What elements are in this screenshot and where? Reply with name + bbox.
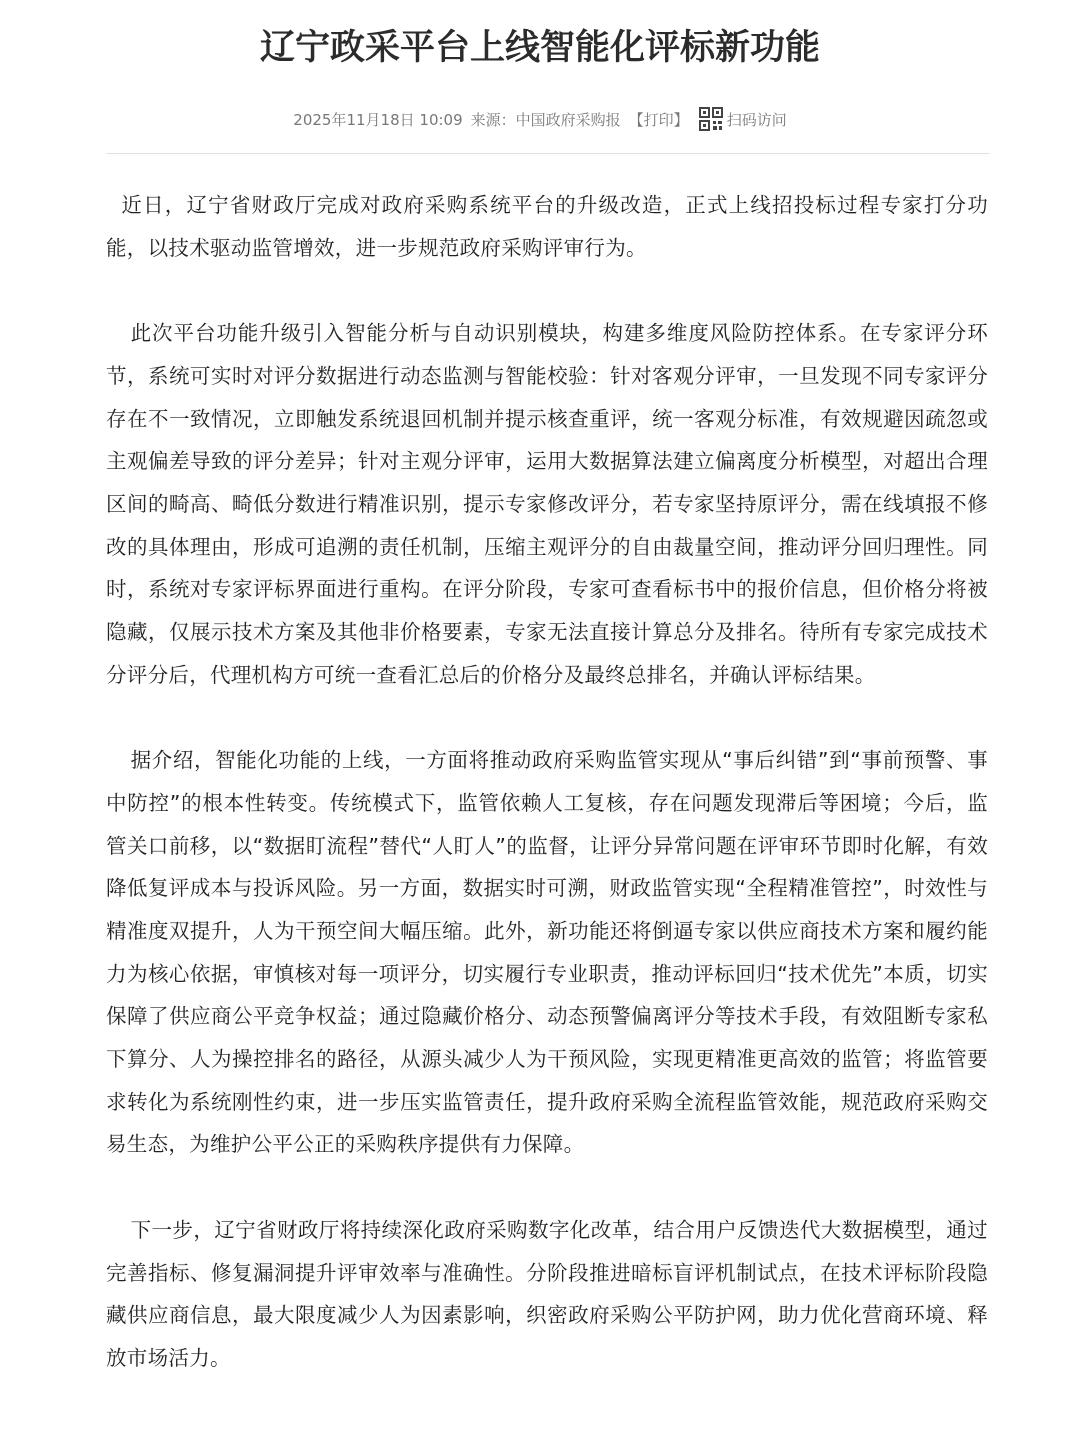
source-name: 中国政府采购报 [515, 110, 621, 129]
article-meta [0, 104, 1080, 134]
article-paragraph: 下一步，辽宁省财政厅将持续深化政府采购数字化改革，结合用户反馈迭代大数据模型，通过完善指标、修复漏洞提升评审效率与准确性。分阶段推进暗标盲评机制试点，在技术评标阶段隐藏供应商信息，最大限度减少人为因素影响，织密政府采购公平防护网，助力优化营商环境、释放市场活力。 [106, 1217, 988, 1370]
article-paragraph: 近日，辽宁省财政厅完成对政府采购系统平台的升级改造，正式上线招投标过程专家打分功能，以技术驱动监管增效，进一步规范政府采购评审行为。 [106, 193, 988, 260]
article-paragraph: 据介绍，智能化功能的上线，一方面将推动政府采购监管实现从“事后纠错”到“事前预警、事中防控”的根本性转变。传统模式下，监管依赖人工复核，存在问题发现滞后等困境；今后，监管关口前移，以“数据盯流程”替代“人盯人”的监督，让评分异常问题在评审环节即时化解，有效降低复评成本与投诉风险。另一方面，数据实时可溯，财政监管实现“全程精准管控”，时效性与精准度双提升，人为干预空间大幅压缩。此外，新功能还将倒逼专家以供应商技术方案和履约能力为核心依据，审慎核对每一项评分，切实履行专业职责，推动评标回归“技术优先”本质，切实保障了供应商公平竞争权益；通过隐藏价格分、动态预警偏离评分等技术手段，有效阻断专家私下算分、人为操控排名的路径，从源头减少人为干预风险，实现更精准更高效的监管；将监管要求转化为系统刚性约束，进一步压实监管责任，提升政府采购全流程监管效能，规范政府采购交易生态，为维护公平公正的采购秩序提供有力保障。 [106, 748, 988, 1157]
scan-access-link[interactable]: 扫码访问 [726, 110, 787, 129]
publish-datetime: 2025年11月18日 10:09 [293, 110, 463, 129]
article-body [106, 184, 988, 1422]
qr-code-icon[interactable] [699, 107, 723, 131]
article-paragraph: 此次平台功能升级引入智能分析与自动识别模块，构建多维度风险防控体系。在专家评分环节，系统可实时对评分数据进行动态监测与智能校验：针对客观分评审，一旦发现不同专家评分存在不一致情况，立即触发系统退回机制并提示核查重评，统一客观分标准，有效规避因疏忽或主观偏差导致的评分差异；针对主观分评审，运用大数据算法建立偏离度分析模型，对超出合理区间的畸高、畸低分数进行精准识别，提示专家修改评分，若专家坚持原评分，需在线填报不修改的具体理由，形成可追溯的责任机制，压缩主观评分的自由裁量空间，推动评分回归理性。同时，系统对专家评标界面进行重构。在评分阶段，专家可查看标书中的报价信息，但价格分将被隐藏，仅展示技术方案及其他非价格要素，专家无法直接计算总分及排名。待所有专家完成技术分评分后，代理机构方可统一查看汇总后的价格分及最终总排名，并确认评标结果。 [106, 321, 988, 687]
header-divider [106, 153, 990, 154]
print-link[interactable]: 【打印】 [628, 110, 689, 129]
source-label: 来源： [470, 110, 516, 129]
article-title: 辽宁政采平台上线智能化评标新功能 [259, 28, 820, 68]
